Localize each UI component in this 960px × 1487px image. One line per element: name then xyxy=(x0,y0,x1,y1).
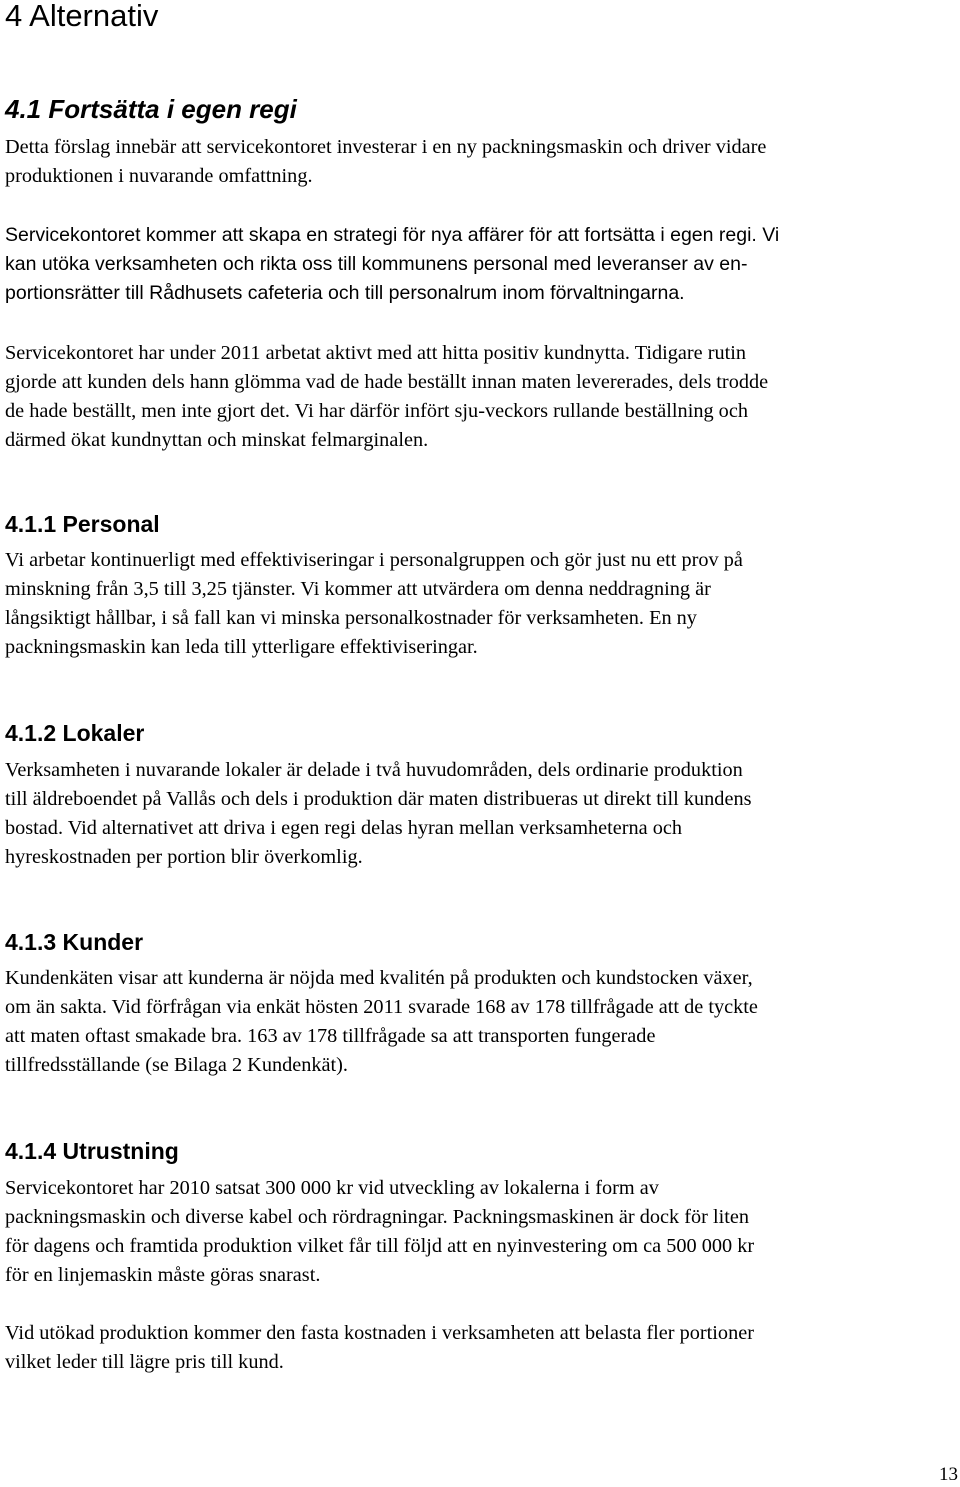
text-line: hyreskostnaden per portion blir överkomlig. xyxy=(5,846,363,868)
text-line: tillfredsställande (se Bilaga 2 Kundenkät). xyxy=(5,1054,348,1076)
text-line: packningsmaskin och diverse kabel och rördragningar. Packningsmaskinen är dock för liten xyxy=(5,1206,749,1228)
personal-paragraph xyxy=(5,546,952,662)
text-line: portionsrätter till Rådhusets cafeteria och till personalrum inom förvaltningarna. xyxy=(5,282,685,304)
text-line: till äldreboendet på Vallås och dels i produktion där maten distribueras ut direkt till kundens xyxy=(5,788,752,810)
text-line: Detta förslag innebär att servicekontoret investerar i en ny packningsmaskin och driver vidare xyxy=(5,136,767,158)
text-line: därmed ökat kundnyttan och minskat felmarginalen. xyxy=(5,429,429,451)
text-line: Servicekontoret kommer att skapa en strategi för nya affärer för att fortsätta i egen regi. Vi xyxy=(5,224,780,246)
text-line: gjorde att kunden dels hann glömma vad de hade beställt innan maten levererades, dels trodde xyxy=(5,371,769,393)
text-line: Servicekontoret har 2010 satsat 300 000 kr vid utveckling av lokalerna i form av xyxy=(5,1177,659,1199)
text-line: Servicekontoret har under 2011 arbetat aktivt med att hitta positiv kundnytta. Tidigare rutin xyxy=(5,342,747,364)
text-line: för dagens och framtida produktion vilket får till följd att en nyinvestering om ca 500 000 kr xyxy=(5,1235,755,1257)
utrustning-followup-paragraph xyxy=(5,1319,952,1377)
customer-value-paragraph xyxy=(5,339,952,455)
text-line: Vid utökad produktion kommer den fasta kostnaden i verksamheten att belasta fler portioner xyxy=(5,1322,754,1344)
text-line: Verksamheten i nuvarande lokaler är delade i två huvudområden, dels ordinarie produktion xyxy=(5,759,743,781)
kunder-heading: 4.1.3 Kunder xyxy=(5,929,144,955)
text-line: Vi arbetar kontinuerligt med effektiviseringar i personalgruppen och gör just nu ett prov på xyxy=(5,549,743,571)
lokaler-heading: 4.1.2 Lokaler xyxy=(5,720,145,746)
intro-paragraph xyxy=(5,133,952,191)
text-line: produktionen i nuvarande omfattning. xyxy=(5,165,313,187)
strategy-paragraph xyxy=(5,221,952,308)
text-line: packningsmaskin kan leda till ytterligare effektiviseringar. xyxy=(5,636,478,658)
text-line: Kundenkäten visar att kunderna är nöjda med kvalitén på produkten och kundstocken växer, xyxy=(5,967,753,989)
utrustning-paragraph xyxy=(5,1174,952,1290)
text-line: kan utöka verksamheten och rikta oss till kommunens personal med leveranser av en- xyxy=(5,253,748,275)
page-number: 13 xyxy=(939,1464,958,1485)
text-line: att maten oftast smakade bra. 163 av 178 tillfrågade sa att transporten fungerade xyxy=(5,1025,656,1047)
kunder-paragraph xyxy=(5,964,952,1080)
text-line: vilket leder till lägre pris till kund. xyxy=(5,1351,284,1373)
text-line: om än sakta. Vid förfrågan via enkät hösten 2011 svarade 168 av 178 tillfrågade att de tyckte xyxy=(5,996,758,1018)
text-line: långsiktigt hållbar, i så fall kan vi minska personalkostnader för verksamheten. En ny xyxy=(5,607,697,629)
section-heading: 4.1 Fortsätta i egen regi xyxy=(5,94,297,124)
text-line: för en linjemaskin måste göras snarast. xyxy=(5,1264,321,1286)
text-line: bostad. Vid alternativet att driva i egen regi delas hyran mellan verksamheterna och xyxy=(5,817,683,839)
text-line: minskning från 3,5 till 3,25 tjänster. Vi kommer att utvärdera om denna neddragning är xyxy=(5,578,711,600)
chapter-heading: 4 Alternativ xyxy=(5,0,159,33)
personal-heading: 4.1.1 Personal xyxy=(5,511,160,537)
lokaler-paragraph xyxy=(5,756,952,872)
text-line: de hade beställt, men inte gjort det. Vi har därför infört sju-veckors rullande beställning och xyxy=(5,400,748,422)
utrustning-heading: 4.1.4 Utrustning xyxy=(5,1138,179,1164)
